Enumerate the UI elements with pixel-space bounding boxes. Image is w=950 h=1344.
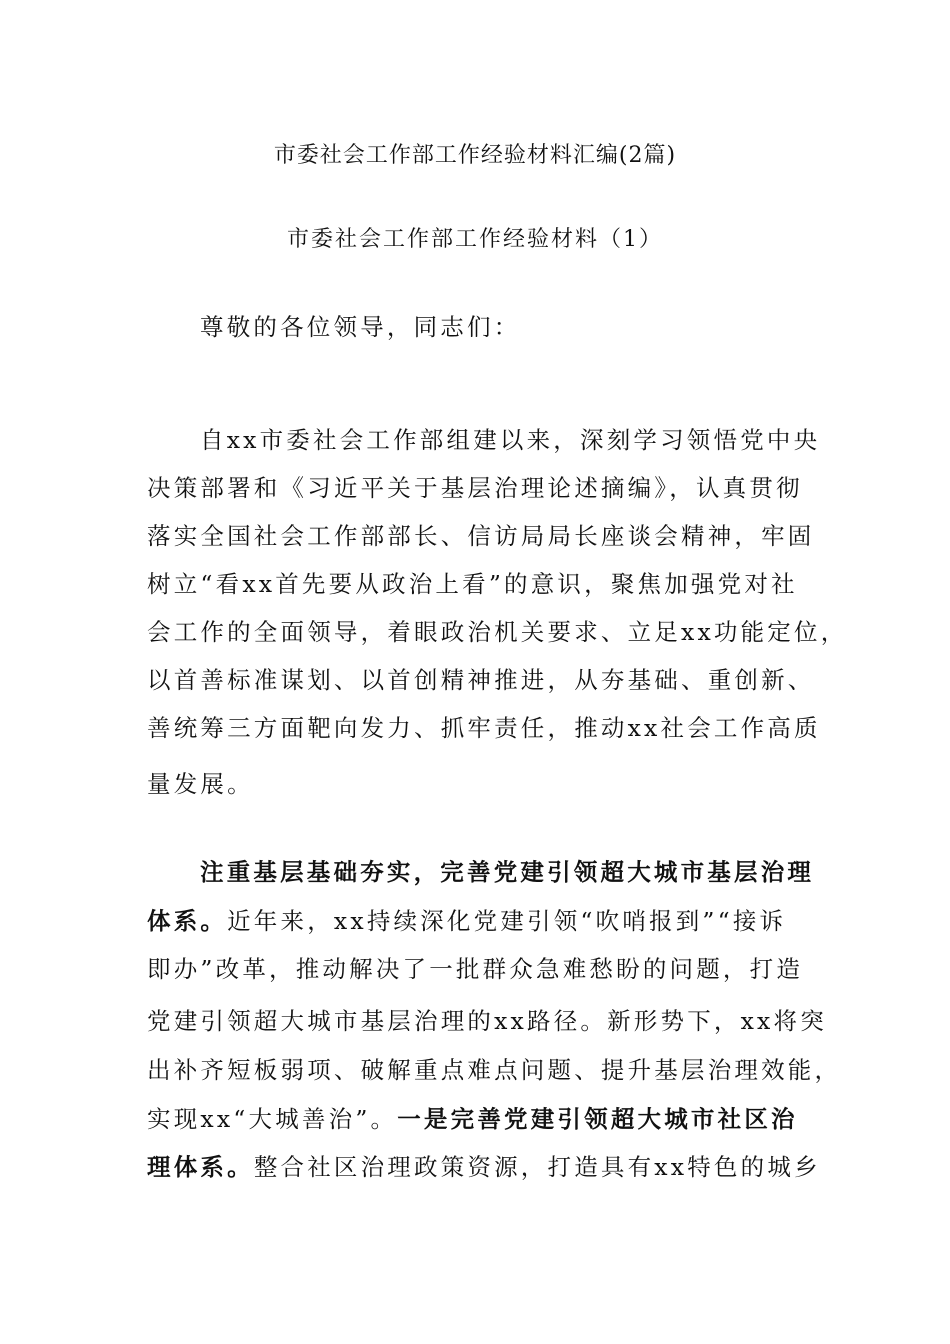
body-text: 实现xx“大城善治”。 [147, 1105, 398, 1133]
text-line: 落实全国社会工作部部长、信访局局长座谈会精神，牢固 [147, 522, 815, 550]
text-line: 自xx市委社会工作部组建以来，深刻学习领悟党中央 [200, 426, 821, 454]
document-title: 市委社会工作部工作经验材料汇编(2篇) [273, 143, 677, 168]
text-line: 以首善标准谋划、以首创精神推进，从夯基础、重创新、 [147, 666, 815, 694]
text-line [200, 853, 814, 887]
text-line: 党建引领超大城市基层治理的xx路径。新形势下，xx将突 [147, 1007, 827, 1035]
body-text: 近年来，xx持续深化党建引领“吹哨报到”“接诉 [227, 907, 787, 935]
document-subtitle: 市委社会工作部工作经验材料（1） [287, 227, 663, 252]
salutation: 尊敬的各位领导，同志们： [200, 313, 521, 341]
section-subheading: 理体系。 [147, 1153, 254, 1181]
text-line: 树立“看xx首先要从政治上看”的意识，聚焦加强党对社 [147, 570, 798, 598]
section-heading: 注重基层基础夯实，完善党建引领超大城市基层治理 [200, 858, 815, 886]
text-line: 会工作的全面领导，着眼政治机关要求、立足xx功能定位， [147, 618, 848, 646]
text-line: 即办”改革，推动解决了一批群众急难愁盼的问题，打造 [147, 955, 804, 983]
text-line: 决策部署和《习近平关于基层治理论述摘编》，认真贯彻 [147, 474, 803, 502]
text-line: 量发展。 [147, 770, 254, 798]
text-line [147, 1100, 798, 1134]
text-line: 善统筹三方面靶向发力、抓牢责任，推动xx社会工作高质 [147, 714, 821, 742]
text-line [147, 902, 786, 936]
section-subheading: 一是完善党建引领超大城市社区治 [397, 1105, 798, 1133]
body-text: 整合社区治理政策资源，打造具有xx特色的城乡 [253, 1153, 821, 1181]
section-heading: 体系。 [147, 907, 228, 935]
text-line: 出补齐短板弱项、破解重点难点问题、提升基层治理效能， [147, 1056, 842, 1084]
text-line [147, 1148, 821, 1182]
